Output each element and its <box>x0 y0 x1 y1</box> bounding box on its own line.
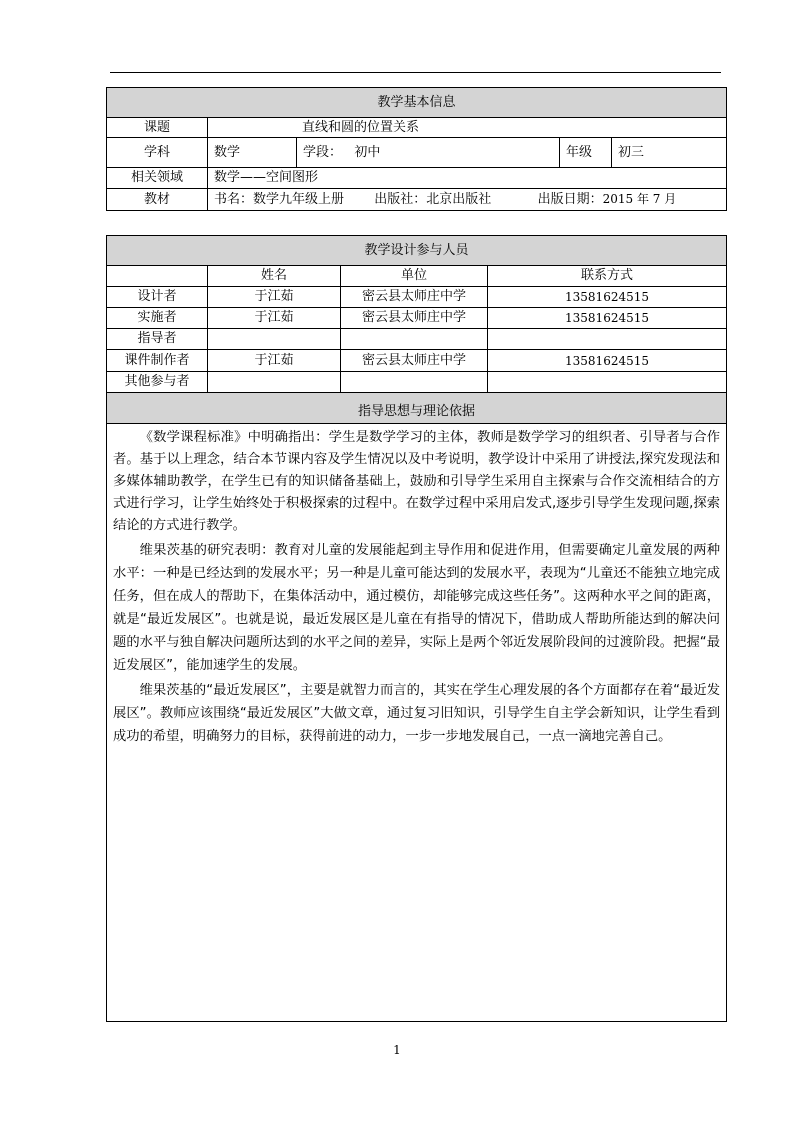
role-cell: 实施者 <box>107 308 208 329</box>
name-cell: 于江茹 <box>208 287 341 308</box>
subject-value: 数学 <box>208 138 297 168</box>
theory-paragraph: 《数学课程标准》中明确指出：学生是数学学习的主体，教师是数学学习的组织者、引导者与合作者。基于以上理念，结合本节课内容及学生情况以及中考说明，教学设计中采用了讲授法,探究发现法和多媒体辅助教学，在学生已有的知识储备基础上，鼓励和引导学生采用自主探索与合作交流相结合的方式进行学习，让学生始终处于积极探索的过程中。在数学过程中采用启发式,逐步引导学生发现问题,探索结论的方式进行教学。 <box>113 430 721 533</box>
page-number: 1 <box>393 1043 401 1057</box>
name-cell: 于江茹 <box>208 308 341 329</box>
participants-title: 教学设计参与人员 <box>107 236 727 266</box>
table-row <box>107 287 727 308</box>
name-cell: 于江茹 <box>208 350 341 372</box>
participants-header-name: 姓名 <box>208 266 341 287</box>
name-cell <box>208 372 341 393</box>
theory-paragraph: 维果茨基的“最近发展区”，主要是就智力而言的，其实在学生心理发展的各个方面都存在着“最近发展区”。教师应该围绕“最近发展区”大做文章，通过复习旧知识，引导学生自主学会新知识，让学生看到成功的希望，明确努力的目标，获得前进的动力，一步一步地发展自己，一点一滴地完善自己。 <box>113 683 721 744</box>
participants-header-contact: 联系方式 <box>488 266 727 287</box>
table-row <box>107 308 727 329</box>
role-cell: 指导者 <box>107 329 208 350</box>
unit-cell <box>341 372 488 393</box>
basic-info-table <box>106 87 727 211</box>
stage-label: 学段： <box>303 144 343 160</box>
textbook-date-label: 出版日期： <box>537 192 603 207</box>
grade-label: 年级 <box>560 138 612 168</box>
textbook-publisher: 出版社：北京出版社 <box>374 192 492 207</box>
contact-cell: 13581624515 <box>488 308 727 329</box>
theory-body <box>107 424 727 1022</box>
field-value: 数学——空间图形 <box>208 168 727 189</box>
grade-value: 初三 <box>612 138 727 168</box>
theory-title: 指导思想与理论依据 <box>107 393 727 424</box>
role-cell: 课件制作者 <box>107 350 208 372</box>
unit-cell: 密云县太师庄中学 <box>341 308 488 329</box>
name-cell <box>208 329 341 350</box>
contact-cell <box>488 329 727 350</box>
textbook-date-value: 2015 年 7 月 <box>602 192 677 206</box>
contact-cell: 13581624515 <box>488 350 727 372</box>
table-row <box>107 329 727 350</box>
theory-paragraph: 维果茨基的研究表明：教育对儿童的发展能起到主导作用和促进作用，但需要确定儿童发展的两种水平：一种是已经达到的发展水平；另一种是儿童可能达到的发展水平，表现为“儿童还不能独立地完成任务，但在成人的帮助下，在集体活动中，通过模仿，却能够完成这些任务”。这两种水平之间的距离，就是“最近发展区”。也就是说，最近发展区是儿童在有指导的情况下，借助成人帮助所能达到的解决问题的水平与独自解决问题所达到的水平之间的差异，实际上是两个邻近发展阶段间的过渡阶段。把握“最近发展区”，能加速学生的发展。 <box>113 543 721 673</box>
participants-header-role <box>107 266 208 287</box>
unit-cell: 密云县太师庄中学 <box>341 350 488 372</box>
topic-label: 课题 <box>107 118 208 138</box>
role-cell: 其他参与者 <box>107 372 208 393</box>
stage-value: 初中 <box>354 144 381 160</box>
subject-label: 学科 <box>107 138 208 168</box>
unit-cell <box>341 329 488 350</box>
textbook-book: 书名：数学九年级上册 <box>214 192 345 207</box>
table-row <box>107 372 727 393</box>
unit-cell: 密云县太师庄中学 <box>341 287 488 308</box>
textbook-cell <box>208 189 727 211</box>
topic-value: 直线和圆的位置关系 <box>208 118 727 138</box>
field-label: 相关领域 <box>107 168 208 189</box>
header-rule <box>110 72 721 73</box>
stage-cell <box>297 138 560 168</box>
table-row <box>107 350 727 372</box>
contact-cell: 13581624515 <box>488 287 727 308</box>
contact-cell <box>488 372 727 393</box>
participants-header-unit: 单位 <box>341 266 488 287</box>
textbook-label: 教材 <box>107 189 208 211</box>
participants-table <box>106 235 727 1022</box>
role-cell: 设计者 <box>107 287 208 308</box>
basic-info-title: 教学基本信息 <box>107 88 727 118</box>
